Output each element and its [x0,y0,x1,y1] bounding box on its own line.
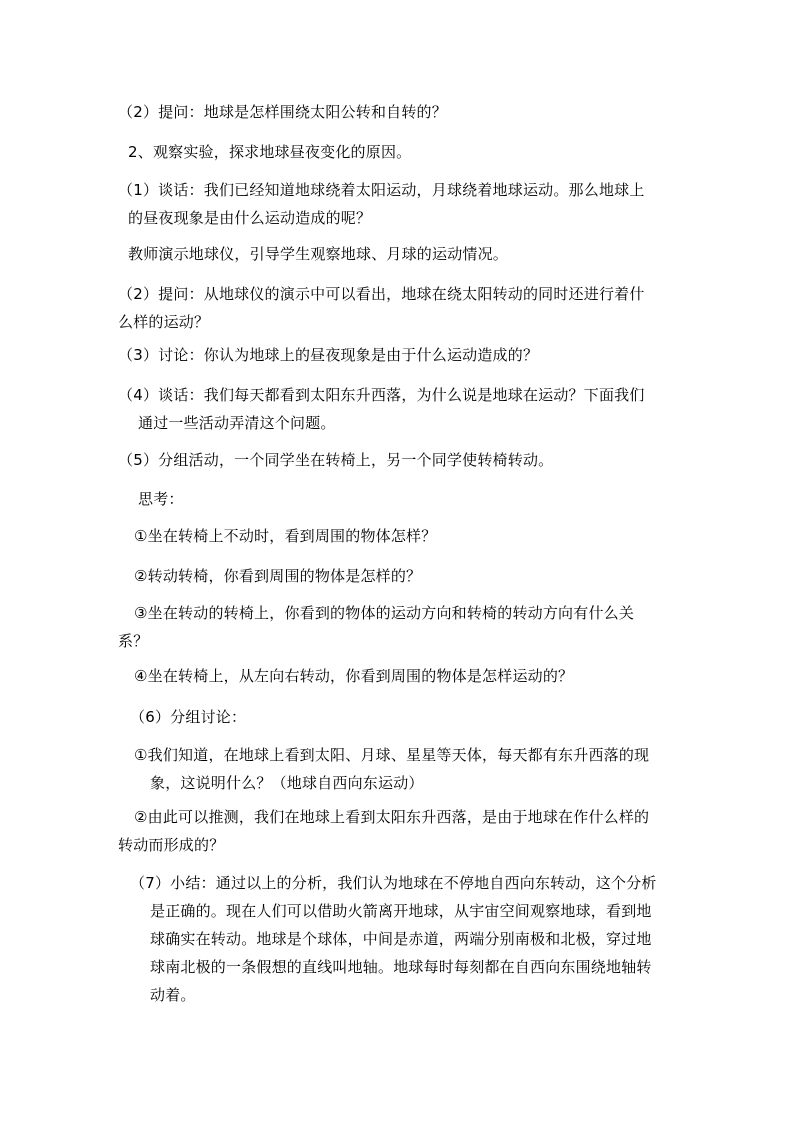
paragraph-think-4: ④坐在转椅上，从左向右转动，你看到周围的物体是怎样运动的？ [134,667,574,685]
paragraph-teacher-demo: 教师演示地球仪，引导学生观察地球、月球的运动情况。 [128,245,509,263]
paragraph-think-3 [118,599,634,655]
paragraph-think-1: ①坐在转椅上不动时，看到周围的物体怎样？ [134,527,437,545]
paragraph-line: 系？ [118,632,149,650]
paragraph-line: 是正确的。现在人们可以借助火箭离开地球，从宇宙空间观察地球，看到地 [150,902,652,920]
paragraph-line: （1）谈话：我们已经知道地球绕着太阳运动，月球绕着地球运动。那么地球上 [118,181,645,199]
paragraph-line: 通过一些活动弄清这个问题。 [138,414,336,432]
paragraph-line: 象，这说明什么？（地球自西向东运动） [150,774,424,792]
paragraph-think-2: ②转动转椅，你看到周围的物体是怎样的？ [134,567,422,585]
paragraph-line: 转动而形成的？ [118,836,225,854]
paragraph-section-2-heading: 2、观察实验，探求地球昼夜变化的原因。 [128,143,412,161]
paragraph-discussion-1 [134,741,649,797]
paragraph-line: 球确实在转动。地球是个球体，中间是赤道，两端分别南极和北极，穿过地 [150,930,652,948]
paragraph-line: （4）谈话：我们每天都看到太阳东升西落，为什么说是地球在运动？下面我们 [118,386,645,404]
paragraph-line: （2）提问：从地球仪的演示中可以看出，地球在绕太阳转动的同时还进行着什 [118,285,645,303]
paragraph-line: （7）小结：通过以上的分析，我们认为地球在不停地自西向东转动，这个分析 [130,874,657,892]
paragraph-talk-sunrise [118,381,645,437]
paragraph-line: 么样的运动？ [118,313,210,331]
paragraph-discussion-2 [118,803,649,859]
paragraph-discussion-3: （3）讨论：你认为地球上的昼夜现象是由于什么运动造成的？ [118,346,539,364]
paragraph-group-discussion: （6）分组讨论： [130,708,247,726]
paragraph-talk-day-night [118,176,645,232]
paragraph-question-revolution: （2）提问：地球是怎样围绕太阳公转和自转的？ [118,103,447,121]
paragraph-line: 球南北极的一条假想的直线叫地轴。地球每时每刻都在自西向东围绕地轴转 [150,958,652,976]
paragraph-summary [130,869,657,1009]
paragraph-line: ③坐在转动的转椅上，你看到的物体的运动方向和转椅的转动方向有什么关 [134,604,635,622]
paragraph-question-globe [118,280,645,336]
paragraph-group-activity: （5）分组活动，一个同学坐在转椅上，另一个同学使转椅转动。 [118,451,554,469]
paragraph-think-heading: 思考： [138,490,184,508]
paragraph-line: 的昼夜现象是由什么运动造成的呢？ [128,209,372,227]
paragraph-line: 动着。 [150,986,196,1004]
paragraph-line: ①我们知道，在地球上看到太阳、月球、星星等天体，每天都有东升西落的现 [134,746,650,764]
paragraph-line: ②由此可以推测，我们在地球上看到太阳东升西落，是由于地球在作什么样的 [134,808,650,826]
